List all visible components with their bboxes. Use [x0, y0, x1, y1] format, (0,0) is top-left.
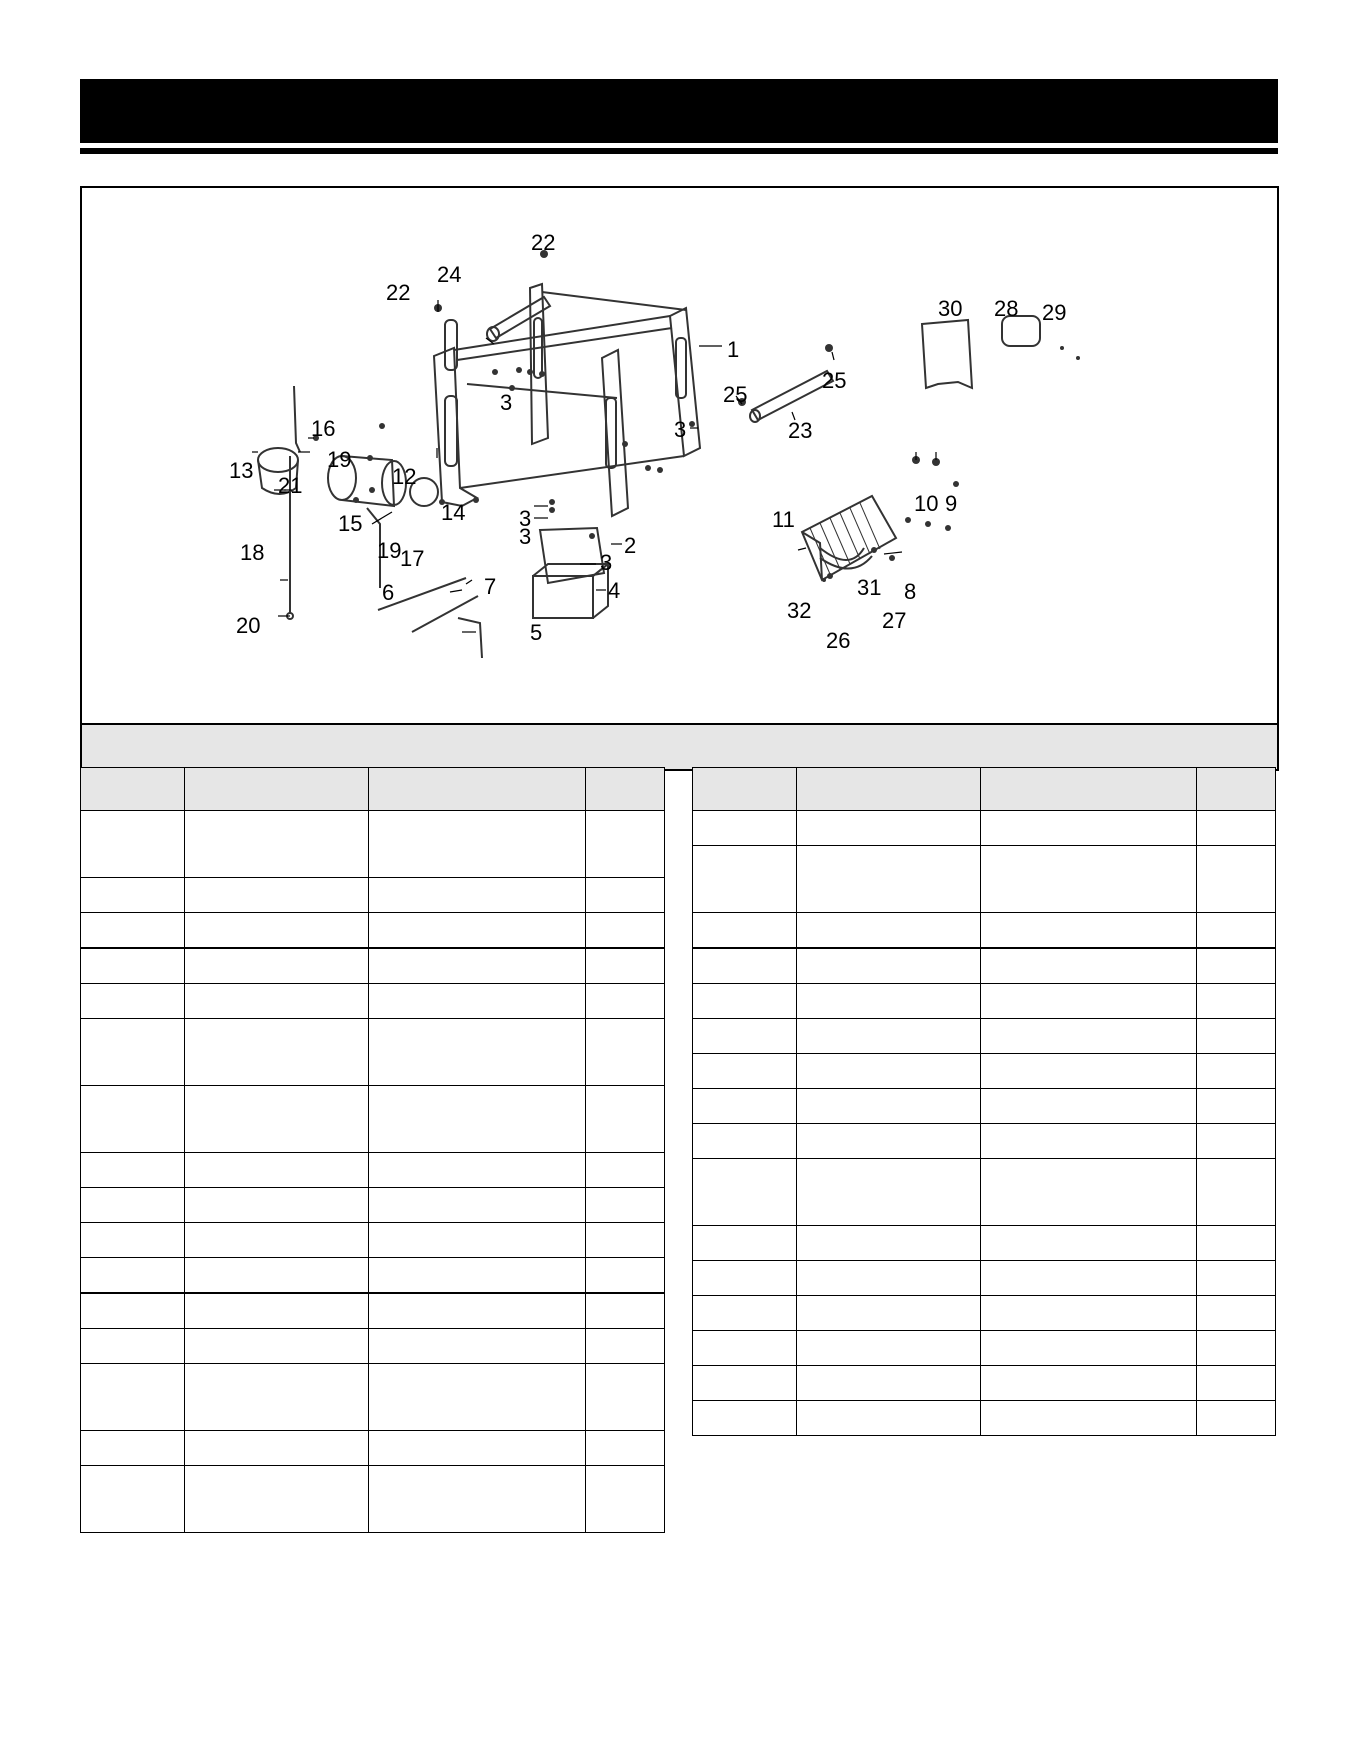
table-row: [693, 1331, 1276, 1366]
table-cell: [81, 1364, 185, 1431]
callout-3: 3: [674, 417, 687, 442]
table-row: [693, 1019, 1276, 1054]
table-cell: [797, 984, 981, 1019]
callout-27: 27: [882, 608, 907, 633]
table-cell: [185, 913, 369, 949]
table-cell: [369, 1223, 586, 1258]
table-row: [693, 1366, 1276, 1401]
table-cell: [981, 1331, 1197, 1366]
callout-15: 15: [338, 511, 363, 536]
table-cell: [1197, 984, 1276, 1019]
table-row: [81, 1258, 665, 1294]
table-cell: [693, 1054, 797, 1089]
table-cell: [797, 1331, 981, 1366]
table-cell: [693, 811, 797, 846]
callout-20: 20: [236, 613, 261, 638]
table-row: [81, 948, 665, 984]
callout-5: 5: [530, 620, 543, 645]
table-cell: [693, 948, 797, 984]
table-cell: [586, 1188, 665, 1223]
table-cell: [185, 984, 369, 1019]
table-cell: [81, 1223, 185, 1258]
table-cell: [185, 1466, 369, 1533]
exploded-parts-diagram: [80, 186, 1279, 725]
table-cell: [981, 811, 1197, 846]
table-cell: [797, 1124, 981, 1159]
table-cell: [369, 878, 586, 913]
table-cell: [797, 948, 981, 984]
diagram-drawing: [82, 188, 1277, 725]
table-cell: [369, 1466, 586, 1533]
table-header-row: [693, 768, 1276, 811]
table-cell: [81, 984, 185, 1019]
header-cell: [693, 768, 797, 811]
table-cell: [797, 913, 981, 949]
table-row: [693, 846, 1276, 913]
callout-18: 18: [240, 540, 265, 565]
table-row: [693, 1124, 1276, 1159]
table-cell: [1197, 1401, 1276, 1436]
table-cell: [185, 1258, 369, 1294]
table-cell: [81, 913, 185, 949]
table-cell: [369, 1258, 586, 1294]
table-row: [81, 1223, 665, 1258]
callout-11: 11: [772, 507, 795, 532]
header-rule: [80, 148, 1278, 154]
table-caption-bar: [80, 723, 1279, 771]
table-row: [81, 1019, 665, 1086]
roll-13: [258, 448, 298, 472]
table-cell: [797, 1054, 981, 1089]
table-cell: [586, 1153, 665, 1188]
table-cell: [369, 1153, 586, 1188]
table-cell: [797, 1366, 981, 1401]
callout-1: 1: [727, 337, 740, 362]
table-cell: [981, 1054, 1197, 1089]
table-cell: [797, 1226, 981, 1261]
table-cell: [981, 846, 1197, 913]
table-cell: [693, 1226, 797, 1261]
table-cell: [81, 948, 185, 984]
table-cell: [797, 1089, 981, 1124]
table-cell: [693, 1019, 797, 1054]
callout-23: 23: [788, 418, 813, 443]
table-cell: [1197, 811, 1276, 846]
table-cell: [981, 1159, 1197, 1226]
table-cell: [185, 948, 369, 984]
table-cell: [81, 1019, 185, 1086]
table-cell: [81, 1258, 185, 1294]
table-cell: [1197, 913, 1276, 949]
table-row: [693, 948, 1276, 984]
callout-29: 29: [1042, 300, 1067, 325]
table-cell: [185, 1223, 369, 1258]
callout-22: 22: [386, 280, 411, 305]
table-cell: [1197, 846, 1276, 913]
table-row: [693, 1226, 1276, 1261]
callout-labels: [82, 188, 1066, 653]
table-cell: [185, 1188, 369, 1223]
table-row: [693, 1296, 1276, 1331]
callout-25: 25: [723, 382, 748, 407]
table-cell: [586, 878, 665, 913]
table-row: [693, 1401, 1276, 1436]
rod-16: [294, 386, 300, 452]
table-cell: [981, 1089, 1197, 1124]
callout-13: 13: [229, 458, 254, 483]
table-cell: [81, 1153, 185, 1188]
table-row: [693, 1261, 1276, 1296]
callout-19: 19: [327, 447, 352, 472]
table-cell: [369, 1364, 586, 1431]
battery-4: [533, 576, 593, 618]
frame-left-panel: [434, 348, 477, 506]
callout-28: 28: [994, 296, 1019, 321]
table-cell: [586, 1258, 665, 1294]
table-cell: [586, 1466, 665, 1533]
table-cell: [981, 1261, 1197, 1296]
table-cell: [1197, 1331, 1276, 1366]
callout-2: 2: [624, 533, 637, 558]
table-row: [693, 1159, 1276, 1226]
table-header-row: [81, 768, 665, 811]
callout-31: 31: [857, 575, 882, 600]
table-cell: [981, 984, 1197, 1019]
callout-3: 3: [519, 506, 532, 531]
table-cell: [693, 846, 797, 913]
table-cell: [81, 878, 185, 913]
table-cell: [797, 1019, 981, 1054]
table-cell: [81, 811, 185, 878]
table-cell: [1197, 1296, 1276, 1331]
table-cell: [81, 1188, 185, 1223]
table-row: [81, 1329, 665, 1364]
callout-17: 17: [400, 546, 425, 571]
table-cell: [586, 1223, 665, 1258]
header-cell: [797, 768, 981, 811]
table-cell: [586, 1019, 665, 1086]
table-row: [81, 1188, 665, 1223]
table-cell: [797, 1401, 981, 1436]
table-cell: [185, 1293, 369, 1329]
callout-3: 3: [600, 550, 613, 575]
table-cell: [185, 1019, 369, 1086]
table-row: [81, 1293, 665, 1329]
table-cell: [797, 1296, 981, 1331]
table-cell: [693, 1296, 797, 1331]
callout-12: 12: [392, 464, 417, 489]
table-cell: [81, 1293, 185, 1329]
table-cell: [185, 1364, 369, 1431]
table-row: [81, 1431, 665, 1466]
table-body: [81, 811, 665, 1533]
table-row: [81, 1153, 665, 1188]
table-cell: [693, 1124, 797, 1159]
cable-7: [412, 596, 478, 632]
table-cell: [797, 1159, 981, 1226]
table-cell: [1197, 1226, 1276, 1261]
table-cell: [586, 913, 665, 949]
table-cell: [981, 1019, 1197, 1054]
parts-table-left: [80, 767, 665, 1533]
table-cell: [369, 984, 586, 1019]
plate-30: [922, 320, 972, 388]
table-cell: [981, 1401, 1197, 1436]
table-row: [81, 1086, 665, 1153]
callout-10: 10: [914, 491, 939, 516]
table-cell: [586, 1086, 665, 1153]
table-cell: [369, 1293, 586, 1329]
table-cell: [185, 1431, 369, 1466]
callout-3: 3: [519, 524, 532, 549]
table-cell: [185, 811, 369, 878]
header-bar: [80, 79, 1278, 143]
table-row: [81, 1364, 665, 1431]
table-cell: [586, 948, 665, 984]
callout-16: 16: [311, 416, 336, 441]
table-cell: [81, 1086, 185, 1153]
table-row: [693, 1089, 1276, 1124]
table-row: [81, 913, 665, 949]
cable-5: [458, 618, 482, 658]
table-cell: [693, 1261, 797, 1296]
table-cell: [1197, 1054, 1276, 1089]
table-row: [693, 811, 1276, 846]
table-row: [693, 984, 1276, 1019]
header-cell: [369, 768, 586, 811]
callout-6: 6: [382, 580, 395, 605]
table-cell: [369, 811, 586, 878]
table-cell: [369, 1431, 586, 1466]
table-cell: [185, 1086, 369, 1153]
table-cell: [693, 984, 797, 1019]
table-cell: [1197, 1261, 1276, 1296]
table-cell: [693, 1401, 797, 1436]
table-cell: [981, 1366, 1197, 1401]
parts-table-right: [692, 767, 1276, 1436]
table-cell: [797, 811, 981, 846]
table-cell: [1197, 1019, 1276, 1054]
table-cell: [693, 1366, 797, 1401]
header-cell: [586, 768, 665, 811]
table-cell: [981, 913, 1197, 949]
table-cell: [1197, 1159, 1276, 1226]
header-cell: [981, 768, 1197, 811]
table-body: [693, 811, 1276, 1436]
table-cell: [369, 1188, 586, 1223]
callout-24: 24: [437, 262, 462, 287]
table-cell: [1197, 1124, 1276, 1159]
table-cell: [693, 1089, 797, 1124]
header-cell: [1197, 768, 1276, 811]
table-cell: [981, 1226, 1197, 1261]
callout-25: 25: [822, 368, 847, 393]
table-row: [81, 878, 665, 913]
callout-19: 19: [377, 538, 402, 563]
table-cell: [586, 1431, 665, 1466]
table-row: [693, 913, 1276, 949]
table-row: [81, 1466, 665, 1533]
callout-21: 21: [278, 473, 303, 498]
callout-32: 32: [787, 598, 812, 623]
table-cell: [586, 1364, 665, 1431]
table-row: [81, 984, 665, 1019]
table-cell: [586, 1293, 665, 1329]
callout-7: 7: [484, 574, 497, 599]
callout-8: 8: [904, 579, 917, 604]
table-cell: [369, 913, 586, 949]
table-cell: [369, 948, 586, 984]
callout-26: 26: [826, 628, 851, 653]
table-cell: [369, 1019, 586, 1086]
callout-14: 14: [441, 500, 466, 525]
callout-30: 30: [938, 296, 963, 321]
callout-3: 3: [500, 390, 513, 415]
table-cell: [185, 1329, 369, 1364]
table-cell: [797, 1261, 981, 1296]
table-cell: [81, 1329, 185, 1364]
header-cell: [185, 768, 369, 811]
table-cell: [81, 1466, 185, 1533]
table-cell: [185, 878, 369, 913]
table-cell: [1197, 1089, 1276, 1124]
table-cell: [369, 1329, 586, 1364]
table-cell: [981, 1124, 1197, 1159]
table-cell: [369, 1086, 586, 1153]
table-cell: [586, 984, 665, 1019]
table-cell: [693, 1331, 797, 1366]
callout-4: 4: [608, 578, 621, 603]
table-cell: [981, 1296, 1197, 1331]
callout-22: 22: [531, 230, 556, 255]
table-cell: [185, 1153, 369, 1188]
table-cell: [586, 1329, 665, 1364]
header-cell: [81, 768, 185, 811]
table-cell: [693, 1159, 797, 1226]
table-cell: [586, 811, 665, 878]
table-cell: [693, 913, 797, 949]
heatsink-11: [802, 496, 896, 580]
table-cell: [1197, 1366, 1276, 1401]
table-cell: [1197, 948, 1276, 984]
table-row: [693, 1054, 1276, 1089]
callout-9: 9: [945, 491, 958, 516]
table-cell: [981, 948, 1197, 984]
table-cell: [797, 846, 981, 913]
table-cell: [81, 1431, 185, 1466]
table-row: [81, 811, 665, 878]
